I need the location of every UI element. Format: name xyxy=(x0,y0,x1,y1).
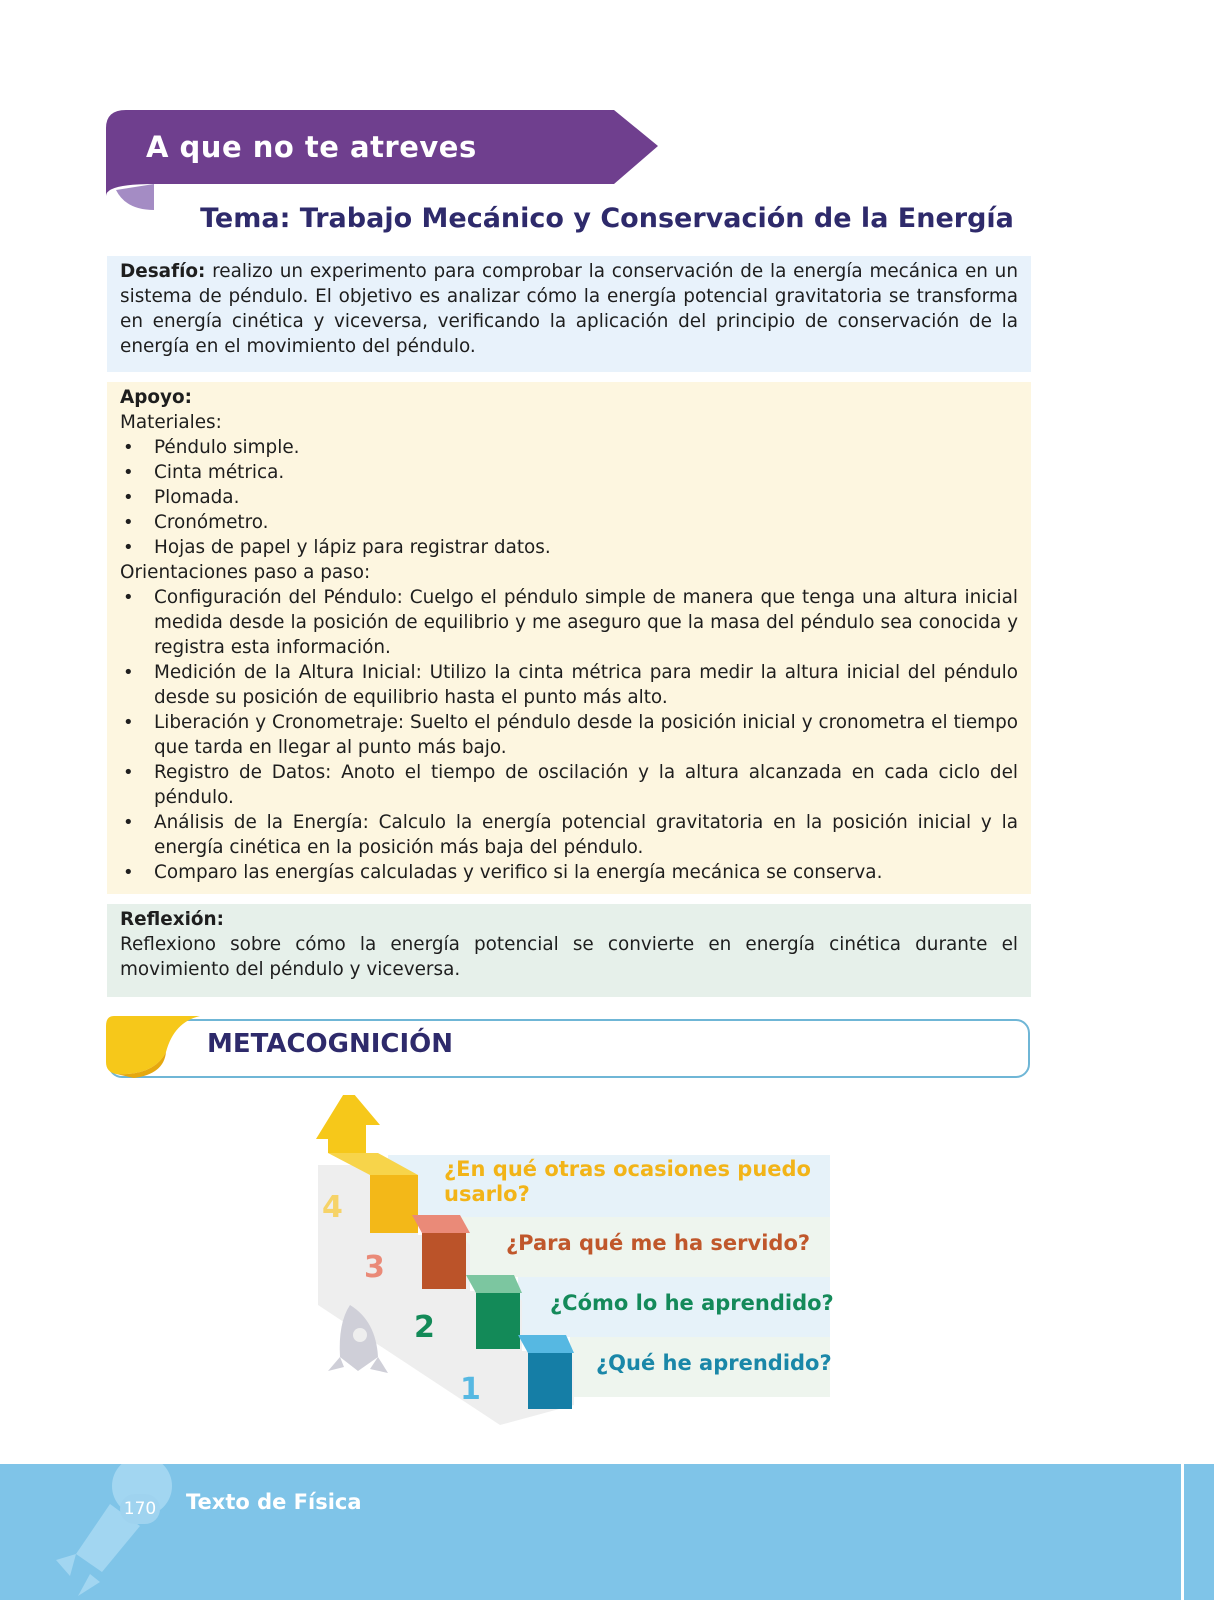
reflection-label: Reflexión: xyxy=(120,909,224,930)
materials-list xyxy=(120,435,1018,560)
bullet-icon: • xyxy=(123,462,134,483)
question-4: ¿En qué otras ocasiones puedo usarlo? xyxy=(444,1157,811,1206)
question-1: ¿Qué he aprendido? xyxy=(596,1351,832,1375)
banner-ribbon-shape xyxy=(106,110,666,218)
bullet-icon: • xyxy=(123,437,134,458)
bullet-icon: • xyxy=(123,487,134,508)
topic-title: Tema: Trabajo Mecánico y Conservación de la Energía xyxy=(200,203,1014,234)
stairs-illustration xyxy=(300,1095,840,1445)
metacognition-tab-shape xyxy=(104,1012,214,1082)
steps-label: Orientaciones paso a paso: xyxy=(120,562,371,583)
footer-rocket-icon xyxy=(50,1464,180,1600)
question-2: ¿Cómo lo he aprendido? xyxy=(550,1291,834,1315)
bullet-icon: • xyxy=(123,862,134,883)
reflection-text: Reflexiono sobre cómo la energía potencial se convierte en energía cinética durante el movimiento del péndulo y viceversa. xyxy=(120,934,1018,980)
support-box xyxy=(107,382,1031,894)
list-item: • Hojas de papel y lápiz para registrar datos. xyxy=(123,537,551,558)
list-item: • Cinta métrica. xyxy=(123,462,285,483)
bullet-icon: • xyxy=(123,812,134,833)
footer-edge-tab xyxy=(1181,1464,1214,1600)
step-1-number: 1 xyxy=(460,1372,481,1407)
list-item: • Medición de la Altura Inicial: Utilizo la cinta métrica para medir la altura inicial del péndulo desde su posición de equilibrio hasta el punto más alto. xyxy=(123,662,1018,708)
book-title: Texto de Física xyxy=(186,1490,362,1514)
step-3-number: 3 xyxy=(364,1250,385,1285)
list-item: • Comparo las energías calculadas y verifico si la energía mecánica se conserva. xyxy=(123,862,883,883)
metacognition-title: METACOGNICIÓN xyxy=(207,1029,454,1059)
section-banner xyxy=(106,110,666,218)
list-item: • Liberación y Cronometraje: Suelto el péndulo desde la posición inicial y cronometra el tiempo que tarda en llegar al punto más bajo. xyxy=(123,712,1018,758)
step-4-number: 4 xyxy=(322,1190,343,1225)
question-3: ¿Para qué me ha servido? xyxy=(506,1231,811,1255)
bullet-icon: • xyxy=(123,587,134,608)
support-label: Apoyo: xyxy=(120,387,193,408)
bullet-icon: • xyxy=(123,762,134,783)
challenge-text: realizo un experimento para comprobar la conservación de la energía mecánica en un sistema de péndulo. El objetivo es analizar cómo la energía potencial gravitatoria se transforma en energía cinética y viceversa, verificando la aplicación del principio de conservación de la energía en el movimiento del péndulo. xyxy=(120,261,1018,357)
page-number: 170 xyxy=(120,1494,160,1524)
page-footer xyxy=(0,1464,1214,1600)
banner-title: A que no te atreves xyxy=(146,130,477,164)
bullet-icon: • xyxy=(123,712,134,733)
challenge-box xyxy=(107,256,1031,372)
bullet-icon: • xyxy=(123,537,134,558)
challenge-label: Desafío: xyxy=(120,261,206,282)
list-item: • Configuración del Péndulo: Cuelgo el péndulo simple de manera que tenga una altura inicial medida desde la posición de equilibrio y me aseguro que la masa del péndulo sea conocida y registra esta información. xyxy=(123,587,1018,658)
steps-list xyxy=(120,585,1018,885)
bullet-icon: • xyxy=(123,512,134,533)
challenge-paragraph xyxy=(120,259,1018,359)
list-item: • Plomada. xyxy=(123,487,240,508)
step-2-number: 2 xyxy=(414,1310,435,1345)
list-item: • Registro de Datos: Anoto el tiempo de oscilación y la altura alcanzada en cada ciclo del péndulo. xyxy=(123,762,1018,808)
list-item: • Análisis de la Energía: Calculo la energía potencial gravitatoria en la posición inicial y la energía cinética en la posición más baja del péndulo. xyxy=(123,812,1018,858)
bullet-icon: • xyxy=(123,662,134,683)
reflection-box xyxy=(107,904,1031,997)
metacognition-stairs xyxy=(300,1095,840,1445)
materials-label: Materiales: xyxy=(120,412,222,433)
list-item: • Cronómetro. xyxy=(123,512,269,533)
list-item: • Péndulo simple. xyxy=(123,437,300,458)
